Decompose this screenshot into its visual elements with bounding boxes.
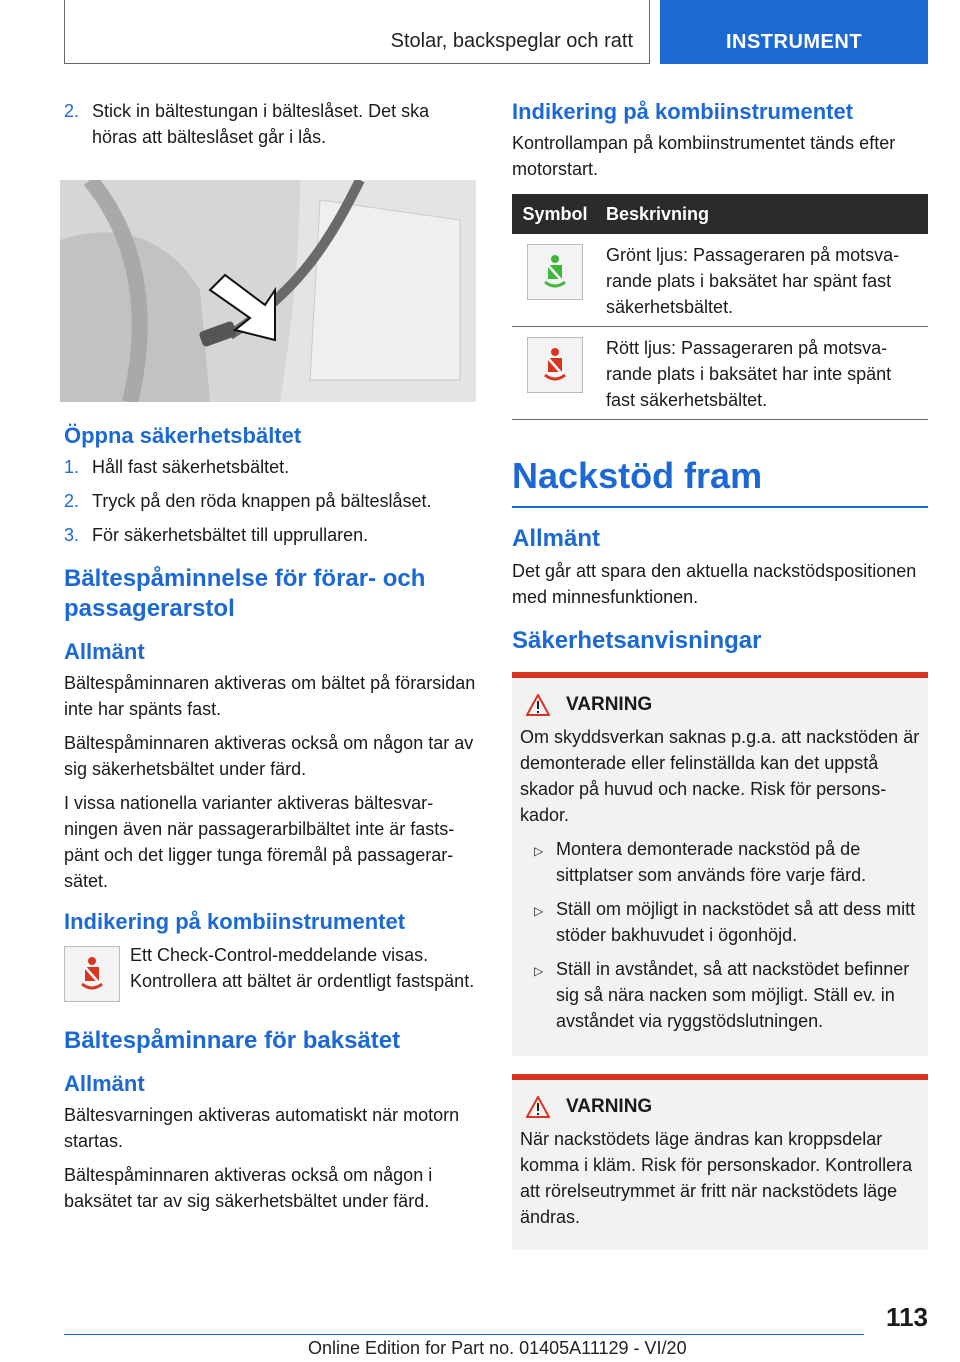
- footer-divider: [64, 1334, 864, 1335]
- open-step: [64, 488, 476, 514]
- rear-reminder-general-heading: Allmänt: [64, 1071, 145, 1096]
- table-cell-description: Rött ljus: Passageraren på motsvarande plats i baksätet har inte spänt fast säkerhetsbältet.: [598, 327, 928, 420]
- indicator-row: [64, 942, 476, 1002]
- seatbelt-red-icon: [527, 337, 583, 393]
- step-number: 2.: [64, 491, 80, 511]
- seatbelt-warning-icon: [64, 946, 120, 1002]
- warning-text: När nackstödets läge ändras kan kroppsdelar komma i kläm. Risk för personskador. Kontrollera att rörelseutrymmet är fritt när nackstödets läge ändras.: [520, 1129, 913, 1227]
- indicator-heading-right: Indikering på kombiinstrumentet: [512, 99, 854, 124]
- belt-reminder-heading: Bältespåminnelse för förar- och passagerarstol: [64, 565, 426, 622]
- paragraph: Det går att spara den aktuella nackstödspositionen med minnesfunktionen.: [512, 561, 917, 607]
- step-number: 1.: [64, 457, 80, 477]
- bullet-text: Ställ om möjligt in nackstödet så att dess mitt stöder bakhuvudet i ögonhöjd.: [556, 899, 916, 945]
- warning-box: [512, 1074, 928, 1250]
- warning-bullet: [534, 956, 920, 1034]
- bullet-text: Ställ in avståndet, så att nackstödet befinner sig så nära nacken som möjligt. Ställ ev. in avståndet via ryggstödslutningen.: [556, 959, 910, 1031]
- edition-text: Online Edition for Part no. 01405A11129 - VI/20: [308, 1338, 687, 1358]
- warning-bullet: [534, 836, 920, 888]
- open-seatbelt-heading: Öppna säkerhetsbältet: [64, 423, 302, 448]
- column-header-symbol: Symbol: [512, 194, 598, 234]
- warning-label: VARNING: [566, 1096, 653, 1117]
- paragraph: Bältespåminnaren aktiveras också om någon i baksätet tar av sig säkerhetsbältet under färd.: [64, 1165, 433, 1211]
- step-text: Tryck på den röda knappen på bälteslåset.: [92, 491, 432, 511]
- rear-reminder-heading: Bältespåminnare för baksätet: [64, 1027, 401, 1054]
- open-step: [64, 522, 476, 548]
- section-tab[interactable]: [660, 0, 928, 64]
- table-row: [512, 234, 928, 327]
- step-number: 3.: [64, 525, 80, 545]
- warning-box: [512, 672, 928, 1056]
- warning-bullet: [534, 896, 920, 948]
- seatbelt-buckle-photo: [60, 180, 476, 402]
- indicator-heading: Indikering på kombiinstrumentet: [64, 909, 406, 934]
- paragraph: Bältespåminnaren aktiveras också om någon tar av sig säkerhetsbältet under färd.: [64, 733, 474, 779]
- symbol-table: [512, 194, 928, 420]
- table-cell-description: Grönt ljus: Passageraren på motsvarande plats i baksätet har spänt fast säkerhetsbältet.: [598, 234, 928, 327]
- intro-step: [64, 98, 476, 150]
- paragraph: Kontrollampan på kombiinstrumentet tänds efter motorstart.: [512, 133, 896, 179]
- paragraph: Bältespåminnaren aktiveras om bältet på förarsidan inte har spänts fast.: [64, 673, 476, 719]
- table-row: [512, 327, 928, 420]
- headrest-heading: Nackstöd fram: [512, 454, 928, 508]
- page-header: [64, 0, 928, 64]
- right-column: [512, 98, 928, 1250]
- table-header-row: [512, 194, 928, 234]
- paragraph: Bältesvarningen aktiveras automatiskt när motorn startas.: [64, 1105, 460, 1151]
- bullet-text: Montera demonterade nackstöd på de sittplatser som används före varje färd.: [556, 839, 867, 885]
- left-column: [64, 98, 476, 1222]
- belt-reminder-general-heading: Allmänt: [64, 639, 145, 664]
- section-title: INSTRUMENT: [725, 31, 863, 53]
- step-text: Håll fast säkerhetsbältet.: [92, 457, 290, 477]
- headrest-general-heading: Allmänt: [512, 525, 601, 552]
- warning-text: Om skyddsverkan saknas p.g.a. att nackstöden är demonterade eller felinställda kan det uppstå skador på huvud och nacke. Risk för personskador.: [520, 727, 920, 825]
- warning-label: VARNING: [566, 694, 653, 715]
- photo-illustration: [60, 180, 476, 402]
- page-number: 113: [886, 1302, 928, 1332]
- seatbelt-green-icon: [527, 244, 583, 300]
- step-number: 2.: [64, 101, 80, 121]
- chapter-title: Stolar, backspeglar och ratt: [390, 30, 633, 52]
- indicator-text: Ett Check-Control-meddelande visas. Kontrollera att bältet är ordentligt fastspänt.: [130, 945, 475, 991]
- column-header-description: Beskrivning: [598, 194, 928, 234]
- chapter-tab[interactable]: [64, 0, 650, 64]
- open-step: [64, 454, 476, 480]
- step-text: För säkerhetsbältet till upprullaren.: [92, 525, 369, 545]
- warning-triangle-icon: [526, 1096, 550, 1118]
- warning-triangle-icon: [526, 694, 550, 716]
- warning-header: [520, 694, 920, 716]
- safety-heading: Säkerhetsanvisningar: [512, 627, 762, 654]
- bullet-triangle-icon: ▷: [534, 964, 544, 978]
- bullet-triangle-icon: ▷: [534, 904, 544, 918]
- paragraph: I vissa nationella varianter aktiveras bältesvarningen även när passagerarbilbältet inte är fastspänt och det ligger tunga föremål på passagerarsätet.: [64, 793, 455, 891]
- bullet-triangle-icon: ▷: [534, 844, 544, 858]
- step-text: Stick in bältestungan i bälteslåset. Det ska höras att bälteslåset går i lås.: [92, 101, 430, 147]
- warning-header: [520, 1096, 920, 1118]
